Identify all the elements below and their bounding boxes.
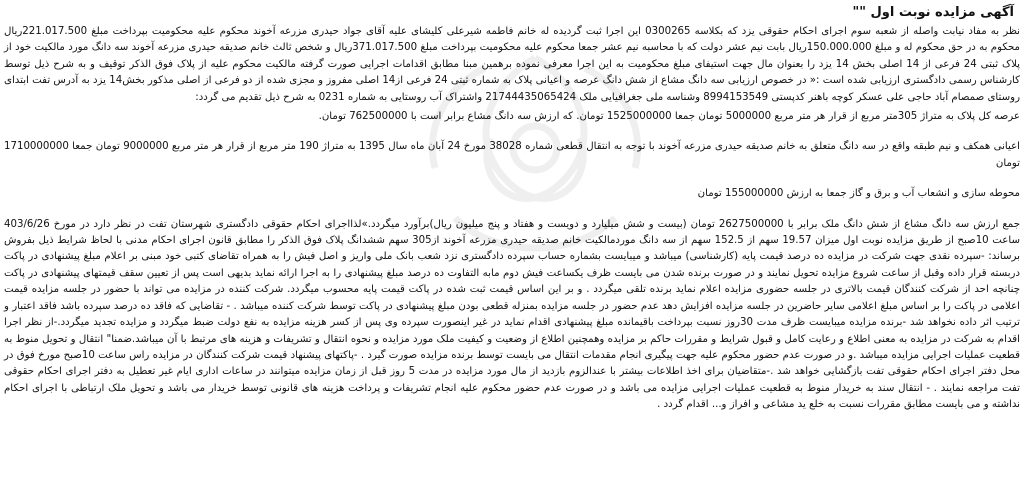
notice-title: آگهی مزایده نوبت اول ""	[852, 5, 1014, 20]
paragraph-utilities-value: محوطه سازی و انشعاب آب و برق و گاز جمعا به ارزش 155000000 تومان	[697, 188, 1020, 200]
auction-notice	[4, 0, 1020, 492]
paragraph-auction-terms: جمع ارزش سه دانگ مشاع از شش دانگ ملک برابر با 2627500000 تومان (بیست و شش میلیارد و دویست و هفتاد و پنج میلیون ریال)برآورد میگردد.»لذااجرای احکام حقوقی دادگستری شهرستان تفت در نظر دارد در مورخ 403/6/26 ساعت 10صبح از طریق مزایده نوبت اول میزان 19.57 سهم از 152.5 سهم از سه دانگ موردمالکیت خانم صدیقه حیدری مزرعه آخوند از305 سهم ششدانگ پلاک فوق الذکر را مطابق قانون اجرای احکام مدنی با لحاظ شرایط ذیل بفروش برساند: -سپرده نقدی جهت شرکت در مزایده ده درصد قیمت پایه (کارشناسی) میباشد و میبایست بشماره حساب سپرده دادگستری نزد شعب بانک ملی واریز و اصل فیش را به همراه تقاضای کتبی خود مبنی بر اعلام مبلغ پیشنهادی در پاکت دربسته قرار داده وقبل از ساعت شروع مزایده تحویل نمایند و در صورت برنده شدن می بایست ظرف یکساعت فیش دوم مابه التفاوت ده درصد مبلغ پیشنهادی را به اجرا ارائه نماید بدیهی است پس از تعیین سقف قیمتهای پیشنهادی در پاکت چنانچه احد از شرکت کنندگان قیمت بالاتری در جلسه حضوری مزایده اعلام نماید برنده تلقی میگردد . و بر این اساس قیمت ثبت شده در پاکت قیمت پایه محسوب میگردد. شرکت کننده در مزایده می تواند با حضور در جلسه مزایده قیمت اعلامی در پاکت را بر اساس مبلغ اعلامی سایر حاضرین در جلسه مزایده افزایش دهد عدم حضور در جلسه مزایده بمنزله قطعی بودن مبلغ پیشنهادی در پاکت توسط شرکت کننده میباشد . - تقاضایی که فاقد ده درصد سپرده باشد فاقد اعتبار و ترتیب اثر داده نخواهد شد -برنده مزایده میبایست ظرف مدت 30روز نسبت بپرداخت باقیمانده مبلغ پیشنهادی اقدام نماید در غیر اینصورت سپرده وی پس از کسر هزینه مزایده به نفع دولت ضبط میگردد و مزایده تجدید میگردد.-از نظر اجرا اقدام به شرکت در مزایده به معنی اطلاع و رعایت کامل و قبول شرایط و مقررات حاکم بر مزایده وهمچنین اطلاع از وضعیت و کیفیت ملک مورد مزایده و نحوه انتقال و تشریفات و هزینه های مرتبط با آن میباشد.ضمنا" انتقال و تحویل منوط به قطعیت عملیات اجرایی مزایده میباشد .و در صورت عدم حضور محکوم علیه جهت پیگیری انجام مقدمات انتقال می بایست توسط برنده مزایده صورت گیرد . -پاکتهای پیشنهاد قیمت شرکت کنندگان در مزایده راس ساعت 10صبح مورخ فوق در محل دفتر اجرای احکام حقوقی تفت بازگشایی خواهد شد .-متقاضیان برای اخذ اطلاعات بیشتر با عندالزوم بازدید از مال مورد مزایده در مدت 5 روز قبل از زمان مزایده میتوانند در ساعات اداری ایام غیر تعطیل به دفتر اجرای احکام حقوقی تفت مراجعه نمایند . - انتقال سند به خریدار منوط به قطعیت عملیات اجرایی مزایده می باشد و در صورت عدم حضور محکوم علیه انجام تشریفات و پرداخت هزینه های قانونی توسط خریدار می باشد و تحویل ملک ارتباطی با اجرای احکام نداشته و می بایست مطابق مقررات نسبت به خلع ید مشاعی و افراز و... اقدام گردد .	[4, 218, 1021, 411]
paragraph-intro: نظر به مفاد نیابت واصله از شعبه سوم اجرای احکام حقوقی یزد که بکلاسه 0300265 این اجرا ثبت گردیده له خانم فاطمه شیرعلی کلیشای علیه آقای جواد حیدری مزرعه آخوند محکوم علیه محکومیت بپرداخت مبلغ 221.017.500ریال محکوم به در حق محکوم له و مبلغ 150.000.000ریال بابت نیم عشر دولت که با محاسبه نیم عشر جمعا محکوم علیه محکومیت بپرداخت مبلغ 371.017.500ریال و شخص ثالث خانم صدیقه حیدری مزرعه آخوند سه دانگ مورد مالکیت خود از پلاک ثبتی 24 فرعی از 14 اصلی بخش 14 یزد را بعنوان مال جهت استیفای مبلغ محکومیت به این اجرا معرفی نموده برهمین مبنا مطابق اقدامات اجرایی صورت گرفته مالکیت محکوم علیه از پلاک فوق الذکر توقیف و به شرح ذیل توسط کارشناس رسمی دادگستری ارزیابی شده است :« در خصوص ارزیابی سه دانگ مشاع از شش دانگ عرصه و اعیانی پلاک به شماره ثبتی 24 فرعی از14 اصلی مفروز و مجزی شده از دو فرعی از اصلی مذکور بخش14 یزد به آدرس تفت ابتدای روستای صمصام آباد حاجی علی عسکر کوچه باهنر کدپستی 8994153549 وشناسه ملی جغرافیایی ملک 21744435065424 واشتراک آب روستایی به شماره 0231 به شرح ذیل تقدیم می گردد:	[4, 26, 1021, 103]
paragraph-building-value: اعیانی همکف و نیم طبقه واقع در سه دانگ متعلق به خانم صدیقه حیدری مزرعه آخوند با توجه به انتقال قطعی شماره 38028 مورخ 24 آبان ماه سال 1395 به متراژ 190 متر مربع از قرار هر متر مربع 9000000 تومان جمعا 1710000000 تومان	[4, 141, 1021, 169]
paragraph-land-value: عرصه کل پلاک به متراژ 305متر مربع از قرار هر متر مربع 5000000 تومان جمعا 1525000000 تومان. که ارزش سه دانگ مشاع برابر است با 762500000 تومان.	[318, 111, 1020, 123]
